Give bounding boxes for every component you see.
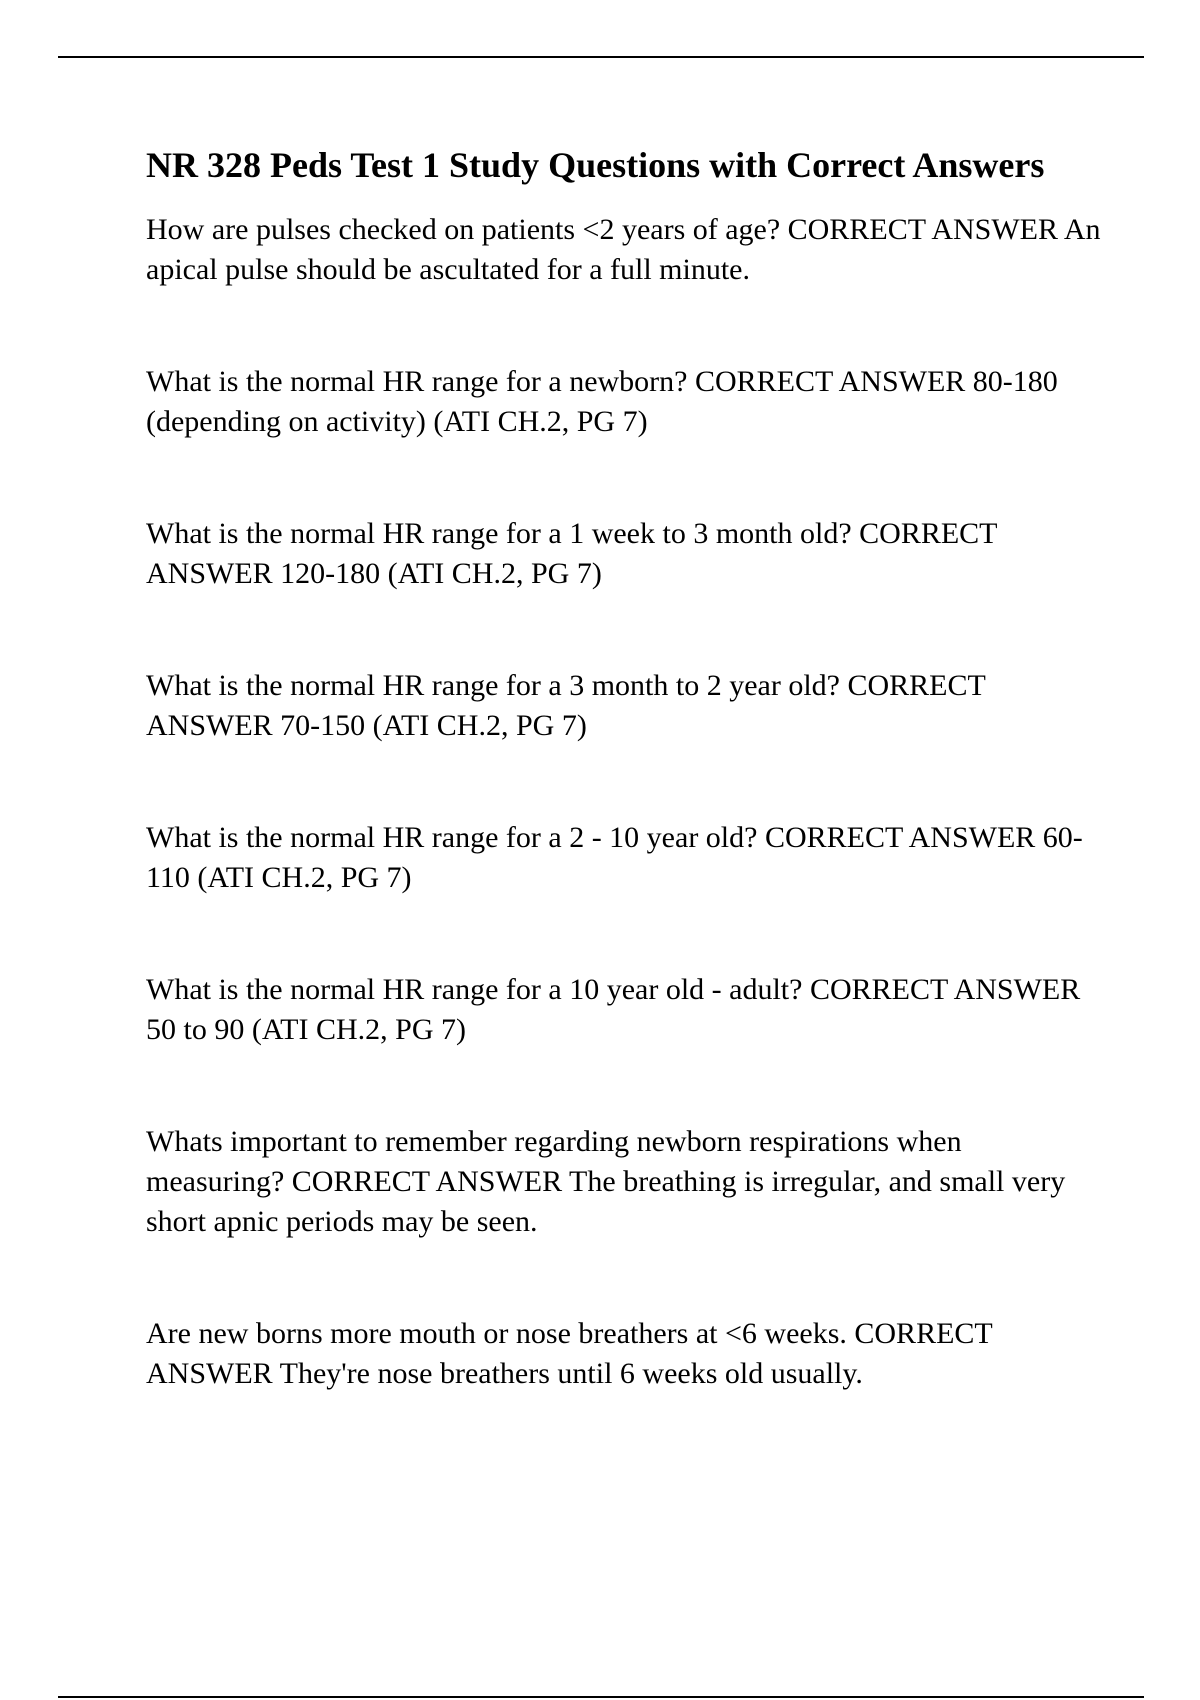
document-body	[146, 140, 1106, 1394]
document-title: NR 328 Peds Test 1 Study Questions with Correct Answers	[146, 145, 1045, 185]
qa-item: Whats important to remember regarding newborn respirations when measuring? CORRECT ANSWER The breathing is irregular, and small very short apnic periods may be seen.	[146, 1125, 1066, 1238]
bottom-divider	[58, 1696, 1144, 1698]
qa-item: What is the normal HR range for a 10 year old - adult? CORRECT ANSWER 50 to 90 (ATI CH.2, PG 7)	[146, 973, 1081, 1046]
qa-item: Are new borns more mouth or nose breathers at <6 weeks. CORRECT ANSWER They're nose breathers until 6 weeks old usually.	[146, 1317, 993, 1390]
qa-item: What is the normal HR range for a newborn? CORRECT ANSWER 80-180 (depending on activity) (ATI CH.2, PG 7)	[146, 365, 1058, 438]
qa-item: What is the normal HR range for a 2 - 10 year old? CORRECT ANSWER 60-110 (ATI CH.2, PG 7)	[146, 821, 1083, 894]
qa-item: What is the normal HR range for a 3 month to 2 year old? CORRECT ANSWER 70-150 (ATI CH.2, PG 7)	[146, 669, 986, 742]
top-divider	[58, 56, 1144, 58]
qa-item: What is the normal HR range for a 1 week to 3 month old? CORRECT ANSWER 120-180 (ATI CH.2, PG 7)	[146, 517, 997, 590]
qa-item: How are pulses checked on patients <2 years of age? CORRECT ANSWER An apical pulse should be ascultated for a full minute.	[146, 213, 1101, 286]
